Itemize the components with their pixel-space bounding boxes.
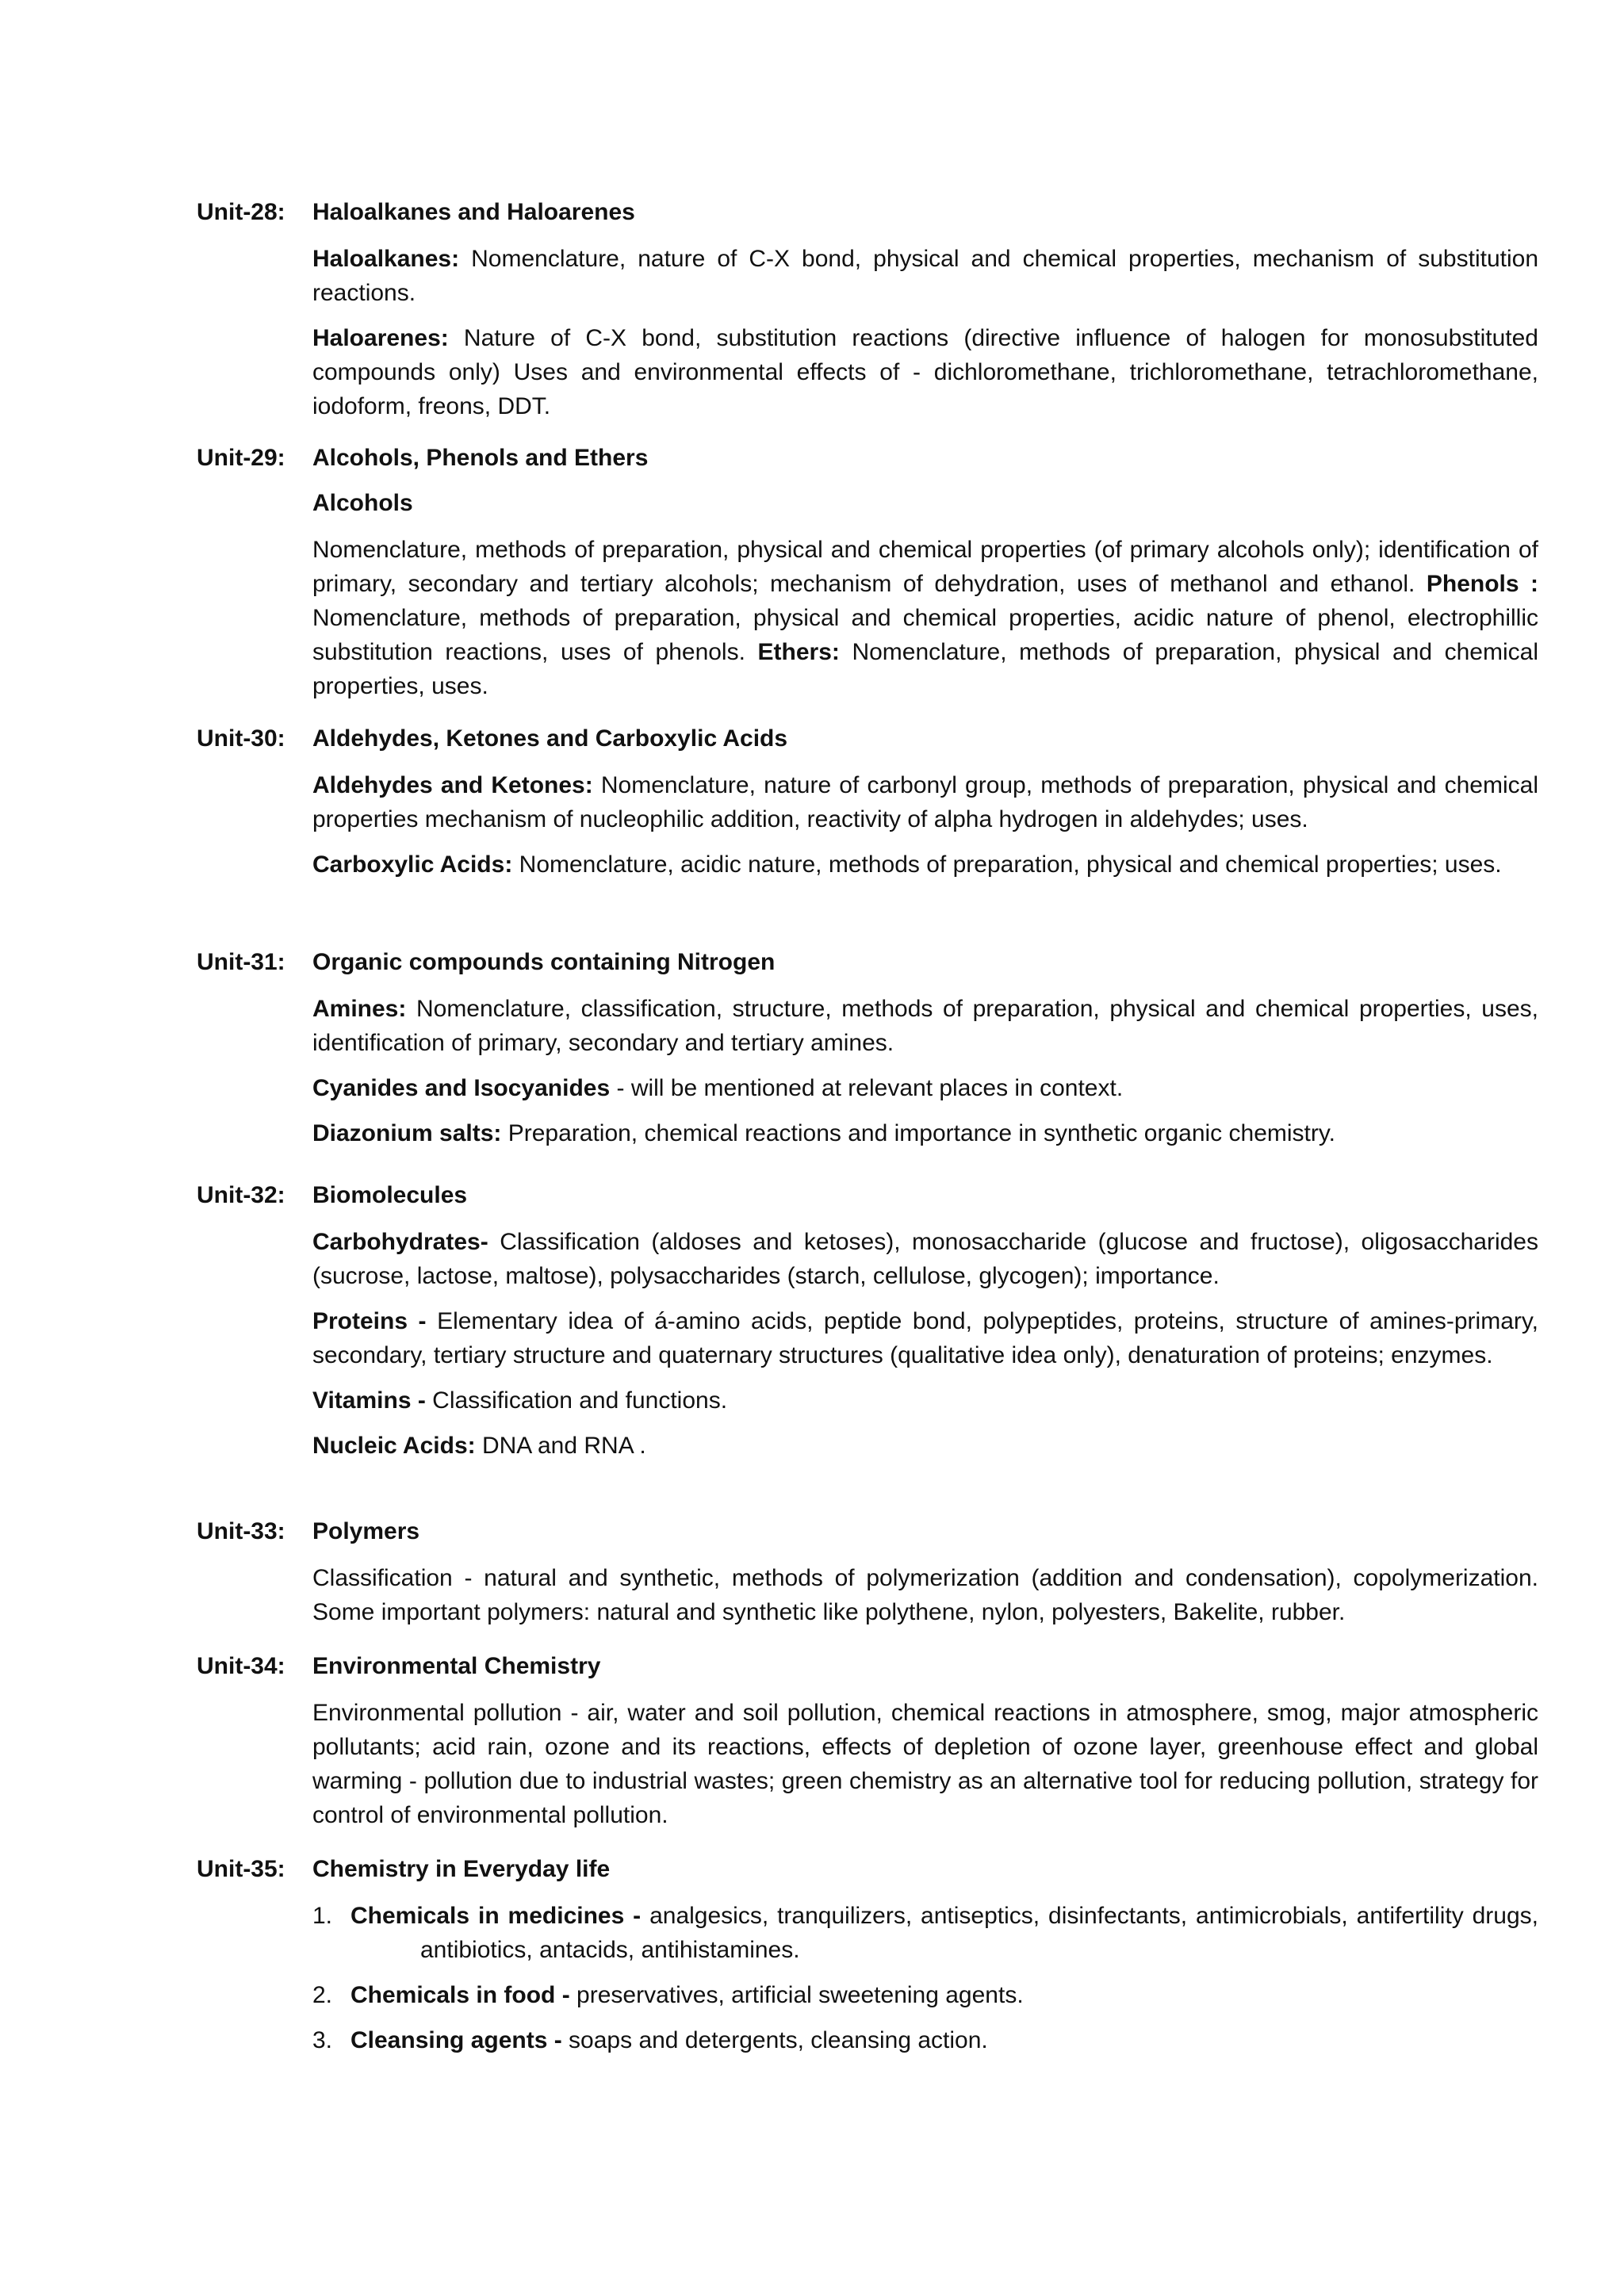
description: soaps and detergents, cleansing action.: [561, 2027, 988, 2053]
amines-paragraph: [312, 992, 1538, 1060]
unit-title: Environmental Chemistry: [312, 1653, 601, 1679]
unit-label: Unit-32:: [197, 1182, 285, 1208]
term: Ethers:: [757, 639, 840, 665]
unit-title: Aldehydes, Ketones and Carboxylic Acids: [312, 725, 788, 752]
list-item: [312, 1978, 1538, 2012]
unit-title: Biomolecules: [312, 1182, 468, 1208]
haloarenes-paragraph: [312, 321, 1538, 423]
proteins-paragraph: [312, 1304, 1538, 1372]
unit-label: Unit-31:: [197, 949, 285, 975]
unit-body: [312, 197, 1538, 434]
unit-title: Chemistry in Everyday life: [312, 1856, 611, 1882]
alcohols-phenols-ethers-paragraph: [312, 533, 1538, 703]
unit-body: [312, 947, 1538, 1161]
description: DNA and RNA .: [475, 1433, 646, 1459]
description: Nomenclature, methods of preparation, physical and chemical properties, uses.: [312, 639, 1538, 699]
term: Haloarenes:: [312, 325, 449, 351]
description: Nature of C-X bond, substitution reactions (directive influence of halogen for monosubstituted compounds only) Uses and environmental effects of - dichloromethane, trichloromethane, tetrachloromethane, iodoform, freons, DDT.: [312, 325, 1538, 419]
description: Classification - natural and synthetic, methods of polymerization (addition and condensation), copolymerization. Some important polymers: natural and synthetic like polythene, nylon, polyesters, Bakelite, rubber.: [312, 1565, 1538, 1625]
list-item-text: [350, 1899, 1538, 1967]
list-item: [312, 1899, 1538, 1967]
cyanides-paragraph: [312, 1071, 1538, 1105]
description: - will be mentioned at relevant places in context.: [610, 1075, 1124, 1101]
term: Haloalkanes:: [312, 246, 460, 272]
unit-body: [312, 1516, 1538, 1640]
sub-heading: Alcohols: [312, 490, 413, 516]
unit-title: Organic compounds containing Nitrogen: [312, 949, 776, 975]
haloalkanes-paragraph: [312, 242, 1538, 310]
unit-body: [312, 442, 1538, 714]
unit-title: Alcohols, Phenols and Ethers: [312, 445, 649, 471]
list-number: 1.: [312, 1903, 333, 1929]
unit-title: Polymers: [312, 1518, 420, 1544]
term: Vitamins -: [312, 1387, 426, 1414]
description: Nomenclature, acidic nature, methods of preparation, physical and chemical properties; uses.: [512, 851, 1502, 878]
description: antibiotics, antacids, antihistamines.: [420, 1937, 800, 1963]
unit-label: Unit-33:: [197, 1518, 285, 1544]
description: Classification and functions.: [425, 1387, 728, 1414]
unit-label: Unit-29:: [197, 445, 285, 471]
list-item: [312, 2023, 1538, 2057]
term: Cyanides and Isocyanides: [312, 1075, 611, 1101]
description: Nomenclature, nature of carbonyl group, methods of preparation, physical and chemical properties mechanism of nucleophilic addition, reactivity of alpha hydrogen in aldehydes; uses.: [312, 772, 1538, 832]
nucleic-acids-paragraph: [312, 1429, 1538, 1463]
term: Chemicals in food -: [350, 1982, 570, 2008]
list-number: 2.: [312, 1982, 333, 2008]
description: preservatives, artificial sweetening agents.: [569, 1982, 1024, 2008]
term: Diazonium salts:: [312, 1120, 502, 1146]
term: Nucleic Acids:: [312, 1433, 476, 1459]
environmental-paragraph: [312, 1696, 1538, 1832]
everyday-chemistry-list: [312, 1899, 1538, 2057]
vitamins-paragraph: [312, 1383, 1538, 1418]
description: Environmental pollution - air, water and soil pollution, chemical reactions in atmosphere, smog, major atmospheric pollutants; acid rain, ozone and its reactions, effects of depletion of ozone layer, greenhouse effect and global warming - pollution due to industrial wastes; green chemistry as an alternative tool for reducing pollution, strategy for control of environmental pollution.: [312, 1700, 1538, 1828]
description: Nomenclature, nature of C-X bond, physical and chemical properties, mechanism of substitution reactions.: [312, 246, 1538, 306]
description: Elementary idea of á-amino acids, peptide bond, polypeptides, proteins, structure of amines-primary, secondary, tertiary structure and quaternary structures (qualitative idea only), denaturation of proteins; enzymes.: [312, 1308, 1538, 1368]
term: Cleansing agents -: [350, 2027, 562, 2053]
unit-body: [312, 723, 1538, 893]
unit-title: Haloalkanes and Haloarenes: [312, 199, 635, 225]
description: Preparation, chemical reactions and importance in synthetic organic chemistry.: [501, 1120, 1335, 1146]
aldehydes-ketones-paragraph: [312, 768, 1538, 836]
carboxylic-acids-paragraph: [312, 848, 1538, 882]
carbohydrates-paragraph: [312, 1225, 1538, 1293]
term: Amines:: [312, 996, 407, 1022]
term: Carboxylic Acids:: [312, 851, 513, 878]
unit-label: Unit-30:: [197, 725, 285, 752]
unit-label: Unit-35:: [197, 1856, 285, 1882]
description: Nomenclature, classification, structure, methods of preparation, physical and chemical properties, uses, identification of primary, secondary and tertiary amines.: [312, 996, 1538, 1056]
unit-body: [312, 1180, 1538, 1474]
list-number: 3.: [312, 2027, 333, 2053]
polymers-paragraph: [312, 1561, 1538, 1629]
term: Proteins -: [312, 1308, 427, 1334]
description: Classification (aldoses and ketoses), monosaccharide (glucose and fructose), oligosaccharides (sucrose, lactose, maltose), polysaccharides (starch, cellulose, glycogen); importance.: [312, 1229, 1538, 1289]
term: Aldehydes and Ketones:: [312, 772, 593, 798]
description: Nomenclature, methods of preparation, physical and chemical properties (of primary alcohols only); identification of primary, secondary and tertiary alcohols; mechanism of dehydration, uses of methanol and ethanol.: [312, 537, 1538, 597]
term: Phenols :: [1426, 571, 1539, 597]
description: analgesics, tranquilizers, antiseptics, disinfectants, antimicrobials, antifertility drugs,: [641, 1903, 1539, 1929]
unit-label: Unit-34:: [197, 1653, 285, 1679]
list-item-text: [350, 1978, 1538, 2012]
list-item-text: [350, 2023, 1538, 2057]
unit-body: [312, 1651, 1538, 1843]
term: Chemicals in medicines -: [350, 1903, 642, 1929]
diazonium-paragraph: [312, 1116, 1538, 1150]
description: Nomenclature, methods of preparation, physical and chemical properties, acidic nature of phenol, electrophillic substitution reactions, uses of phenols.: [312, 605, 1538, 665]
term: Carbohydrates-: [312, 1229, 488, 1255]
unit-body: [312, 1854, 1538, 2068]
unit-label: Unit-28:: [197, 199, 285, 225]
